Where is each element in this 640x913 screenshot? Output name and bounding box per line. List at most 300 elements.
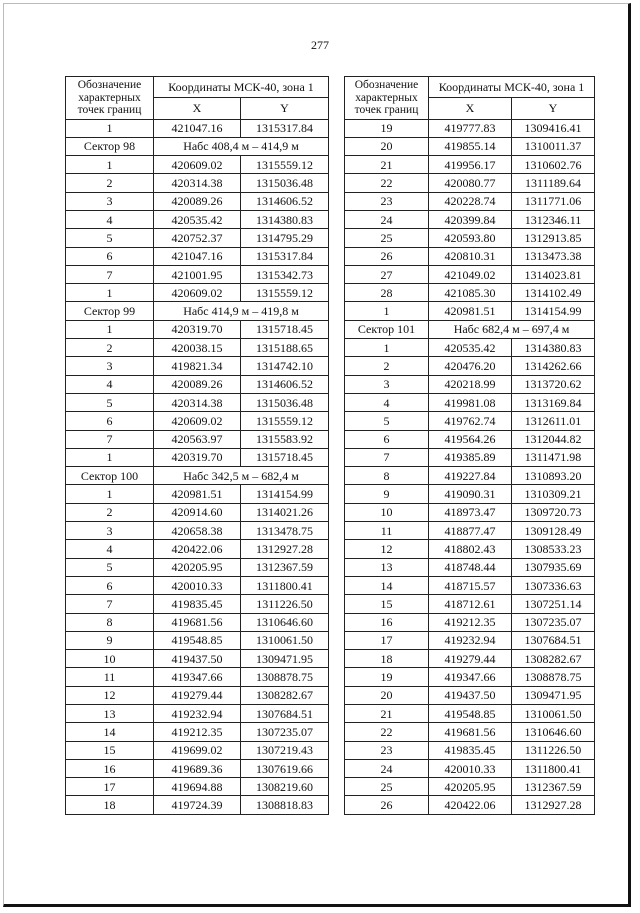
x-coordinate: 420010.33 [154, 576, 241, 594]
table-row [66, 412, 329, 430]
sector-elevation-range: Набс 408,4 м – 414,9 м [154, 137, 329, 155]
x-coordinate: 418877.47 [429, 522, 512, 540]
coordinates-table-right [344, 76, 595, 815]
x-coordinate: 419232.94 [154, 705, 241, 723]
table-row [66, 522, 329, 540]
table-row [345, 265, 595, 283]
x-coordinate: 421085.30 [429, 284, 512, 302]
x-coordinate: 419212.35 [429, 613, 512, 631]
point-number: 2 [345, 357, 429, 375]
point-number: 19 [345, 119, 429, 137]
x-coordinate: 420089.26 [154, 375, 241, 393]
table-row [66, 503, 329, 521]
point-number: 27 [345, 265, 429, 283]
x-coordinate: 419821.34 [154, 357, 241, 375]
point-number: 4 [66, 540, 154, 558]
y-coordinate: 1314023.81 [512, 265, 595, 283]
point-number: 8 [66, 613, 154, 631]
y-coordinate: 1315188.65 [241, 339, 329, 357]
point-number: 16 [345, 613, 429, 631]
point-number: 9 [345, 485, 429, 503]
table-row [66, 668, 329, 686]
y-coordinate: 1309471.95 [512, 686, 595, 704]
sector-elevation-range: Набс 414,9 м – 419,8 м [154, 302, 329, 320]
page-number: 277 [311, 38, 329, 52]
point-number: 13 [345, 558, 429, 576]
point-number: 21 [345, 705, 429, 723]
table-row [345, 705, 595, 723]
y-coordinate: 1307251.14 [512, 595, 595, 613]
table-row [345, 448, 595, 466]
point-number: 25 [345, 229, 429, 247]
y-coordinate: 1315342.73 [241, 265, 329, 283]
y-coordinate: 1309128.49 [512, 522, 595, 540]
x-coordinate: 419724.39 [154, 796, 241, 814]
point-number: 5 [66, 229, 154, 247]
point-number: 24 [345, 210, 429, 228]
header-x-label: X [154, 98, 241, 119]
sector-name: Сектор 98 [66, 137, 154, 155]
table-row [345, 723, 595, 741]
x-coordinate: 419835.45 [429, 741, 512, 759]
y-coordinate: 1309720.73 [512, 503, 595, 521]
table-row [345, 412, 595, 430]
point-number: 12 [345, 540, 429, 558]
y-coordinate: 1310893.20 [512, 467, 595, 485]
y-coordinate: 1310061.50 [512, 705, 595, 723]
header-points-label: Обозначение характерных точек границ [345, 77, 429, 120]
table-row [66, 558, 329, 576]
y-coordinate: 1308878.75 [512, 668, 595, 686]
y-coordinate: 1314606.52 [241, 375, 329, 393]
table-row [345, 284, 595, 302]
x-coordinate: 421001.95 [154, 265, 241, 283]
x-coordinate: 419090.31 [429, 485, 512, 503]
point-number: 3 [66, 192, 154, 210]
x-coordinate: 420981.51 [154, 485, 241, 503]
x-coordinate: 420752.37 [154, 229, 241, 247]
x-coordinate: 420314.38 [154, 393, 241, 411]
y-coordinate: 1312611.01 [512, 412, 595, 430]
header-coordinates-label: Координаты МСК-40, зона 1 [429, 77, 595, 98]
y-coordinate: 1307935.69 [512, 558, 595, 576]
table-row [345, 503, 595, 521]
x-coordinate: 420205.95 [429, 778, 512, 796]
point-number: 2 [66, 174, 154, 192]
x-coordinate: 419681.56 [154, 613, 241, 631]
x-coordinate: 419212.35 [154, 723, 241, 741]
point-number: 23 [345, 192, 429, 210]
x-coordinate: 420422.06 [429, 796, 512, 814]
point-number: 26 [345, 796, 429, 814]
y-coordinate: 1313478.75 [241, 522, 329, 540]
x-coordinate: 420399.84 [429, 210, 512, 228]
point-number: 22 [345, 723, 429, 741]
table-row [66, 759, 329, 777]
table-row [66, 156, 329, 174]
table-row [345, 759, 595, 777]
point-number: 2 [66, 339, 154, 357]
x-coordinate: 420563.97 [154, 430, 241, 448]
point-number: 1 [66, 448, 154, 466]
point-number: 4 [345, 393, 429, 411]
table-row [66, 192, 329, 210]
y-coordinate: 1308219.60 [241, 778, 329, 796]
point-number: 12 [66, 686, 154, 704]
table-row [66, 485, 329, 503]
table-row [345, 741, 595, 759]
header-y-label: Y [512, 98, 595, 119]
y-coordinate: 1315559.12 [241, 284, 329, 302]
x-coordinate: 419762.74 [429, 412, 512, 430]
table-row [345, 339, 595, 357]
point-number: 6 [66, 576, 154, 594]
table-row [66, 339, 329, 357]
x-coordinate: 420609.02 [154, 412, 241, 430]
table-row [66, 613, 329, 631]
point-number: 26 [345, 247, 429, 265]
table-row [345, 119, 595, 137]
point-number: 25 [345, 778, 429, 796]
table-row [66, 247, 329, 265]
y-coordinate: 1314380.83 [512, 339, 595, 357]
y-coordinate: 1312367.59 [241, 558, 329, 576]
y-coordinate: 1314154.99 [512, 302, 595, 320]
table-row [345, 668, 595, 686]
x-coordinate: 419855.14 [429, 137, 512, 155]
x-coordinate: 419232.94 [429, 631, 512, 649]
point-number: 5 [66, 558, 154, 576]
point-number: 4 [66, 210, 154, 228]
y-coordinate: 1312913.85 [512, 229, 595, 247]
point-number: 23 [345, 741, 429, 759]
y-coordinate: 1315559.12 [241, 156, 329, 174]
x-coordinate: 418715.57 [429, 576, 512, 594]
y-coordinate: 1308878.75 [241, 668, 329, 686]
x-coordinate: 419227.84 [429, 467, 512, 485]
point-number: 7 [66, 430, 154, 448]
table-row [66, 705, 329, 723]
x-coordinate: 420658.38 [154, 522, 241, 540]
x-coordinate: 419981.08 [429, 393, 512, 411]
table-row [66, 650, 329, 668]
point-number: 11 [345, 522, 429, 540]
point-number: 1 [66, 119, 154, 137]
y-coordinate: 1311226.50 [241, 595, 329, 613]
y-coordinate: 1313169.84 [512, 393, 595, 411]
x-coordinate: 420476.20 [429, 357, 512, 375]
point-number: 3 [66, 357, 154, 375]
table-row [345, 375, 595, 393]
table-row [345, 467, 595, 485]
y-coordinate: 1310309.21 [512, 485, 595, 503]
y-coordinate: 1312927.28 [241, 540, 329, 558]
coordinates-table-left [65, 76, 329, 815]
y-coordinate: 1314742.10 [241, 357, 329, 375]
table-row [66, 448, 329, 466]
x-coordinate: 419347.66 [154, 668, 241, 686]
y-coordinate: 1314795.29 [241, 229, 329, 247]
table-row [66, 778, 329, 796]
point-number: 14 [66, 723, 154, 741]
point-number: 5 [66, 393, 154, 411]
y-coordinate: 1315559.12 [241, 412, 329, 430]
table-row [345, 229, 595, 247]
y-coordinate: 1315036.48 [241, 174, 329, 192]
y-coordinate: 1311226.50 [512, 741, 595, 759]
x-coordinate: 420319.70 [154, 320, 241, 338]
y-coordinate: 1308533.23 [512, 540, 595, 558]
x-coordinate: 420609.02 [154, 284, 241, 302]
sector-header-row [345, 320, 595, 338]
y-coordinate: 1313720.62 [512, 375, 595, 393]
x-coordinate: 419347.66 [429, 668, 512, 686]
point-number: 14 [345, 576, 429, 594]
y-coordinate: 1307684.51 [241, 705, 329, 723]
x-coordinate: 420593.80 [429, 229, 512, 247]
x-coordinate: 418802.43 [429, 540, 512, 558]
x-coordinate: 419437.50 [429, 686, 512, 704]
x-coordinate: 419835.45 [154, 595, 241, 613]
header-x-label: X [429, 98, 512, 119]
table-row [66, 265, 329, 283]
point-number: 10 [345, 503, 429, 521]
header-coordinates-label: Координаты МСК-40, зона 1 [154, 77, 329, 98]
table-row [345, 302, 595, 320]
point-number: 24 [345, 759, 429, 777]
table-row [345, 357, 595, 375]
x-coordinate: 419681.56 [429, 723, 512, 741]
point-number: 1 [345, 302, 429, 320]
x-coordinate: 419548.85 [154, 631, 241, 649]
point-number: 21 [345, 156, 429, 174]
point-number: 28 [345, 284, 429, 302]
point-number: 20 [345, 137, 429, 155]
x-coordinate: 419699.02 [154, 741, 241, 759]
point-number: 13 [66, 705, 154, 723]
x-coordinate: 420535.42 [429, 339, 512, 357]
y-coordinate: 1312044.82 [512, 430, 595, 448]
x-coordinate: 420038.15 [154, 339, 241, 357]
table-row [345, 631, 595, 649]
sector-name: Сектор 100 [66, 467, 154, 485]
x-coordinate: 419694.88 [154, 778, 241, 796]
x-coordinate: 420080.77 [429, 174, 512, 192]
table-row [345, 247, 595, 265]
x-coordinate: 419437.50 [154, 650, 241, 668]
table-row [345, 613, 595, 631]
x-coordinate: 419564.26 [429, 430, 512, 448]
y-coordinate: 1315036.48 [241, 393, 329, 411]
table-row [66, 229, 329, 247]
point-number: 20 [345, 686, 429, 704]
y-coordinate: 1314262.66 [512, 357, 595, 375]
x-coordinate: 420089.26 [154, 192, 241, 210]
point-number: 15 [66, 741, 154, 759]
point-number: 1 [66, 320, 154, 338]
x-coordinate: 420535.42 [154, 210, 241, 228]
point-number: 19 [345, 668, 429, 686]
x-coordinate: 420810.31 [429, 247, 512, 265]
table-row [345, 192, 595, 210]
y-coordinate: 1308818.83 [241, 796, 329, 814]
table-row [345, 558, 595, 576]
y-coordinate: 1307235.07 [512, 613, 595, 631]
y-coordinate: 1310646.60 [241, 613, 329, 631]
point-number: 15 [345, 595, 429, 613]
x-coordinate: 420422.06 [154, 540, 241, 558]
sector-header-row [66, 137, 329, 155]
y-coordinate: 1309471.95 [241, 650, 329, 668]
y-coordinate: 1307336.63 [512, 576, 595, 594]
table-row [66, 540, 329, 558]
x-coordinate: 421047.16 [154, 247, 241, 265]
table-row [66, 430, 329, 448]
y-coordinate: 1311771.06 [512, 192, 595, 210]
table-row [345, 796, 595, 814]
y-coordinate: 1310061.50 [241, 631, 329, 649]
table-row [66, 174, 329, 192]
table-row [66, 393, 329, 411]
y-coordinate: 1313473.38 [512, 247, 595, 265]
y-coordinate: 1310602.76 [512, 156, 595, 174]
x-coordinate: 418748.44 [429, 558, 512, 576]
coordinates-table-left-body [66, 119, 329, 814]
point-number: 1 [66, 284, 154, 302]
x-coordinate: 420228.74 [429, 192, 512, 210]
point-number: 7 [345, 448, 429, 466]
table-row [345, 576, 595, 594]
table-row [66, 631, 329, 649]
point-number: 2 [66, 503, 154, 521]
point-number: 1 [66, 156, 154, 174]
x-coordinate: 419956.17 [429, 156, 512, 174]
table-row [66, 576, 329, 594]
table-row [345, 393, 595, 411]
x-coordinate: 420218.99 [429, 375, 512, 393]
y-coordinate: 1312927.28 [512, 796, 595, 814]
point-number: 18 [345, 650, 429, 668]
table-row [345, 174, 595, 192]
point-number: 1 [345, 339, 429, 357]
x-coordinate: 419279.44 [429, 650, 512, 668]
x-coordinate: 420981.51 [429, 302, 512, 320]
point-number: 3 [66, 522, 154, 540]
table-row [345, 540, 595, 558]
x-coordinate: 418973.47 [429, 503, 512, 521]
point-number: 9 [66, 631, 154, 649]
y-coordinate: 1311189.64 [512, 174, 595, 192]
x-coordinate: 420314.38 [154, 174, 241, 192]
y-coordinate: 1315317.84 [241, 247, 329, 265]
table-row [345, 522, 595, 540]
sector-elevation-range: Набс 682,4 м – 697,4 м [429, 320, 595, 338]
table-row [345, 650, 595, 668]
x-coordinate: 420010.33 [429, 759, 512, 777]
point-number: 4 [66, 375, 154, 393]
table-row [345, 430, 595, 448]
x-coordinate: 421049.02 [429, 265, 512, 283]
point-number: 6 [66, 247, 154, 265]
x-coordinate: 418712.61 [429, 595, 512, 613]
y-coordinate: 1311471.98 [512, 448, 595, 466]
point-number: 3 [345, 375, 429, 393]
header-points-label: Обозначение характерных точек границ [66, 77, 154, 120]
table-row [66, 357, 329, 375]
x-coordinate: 420319.70 [154, 448, 241, 466]
table-row [345, 595, 595, 613]
sector-elevation-range: Набс 342,5 м – 682,4 м [154, 467, 329, 485]
y-coordinate: 1311800.41 [241, 576, 329, 594]
table-row [66, 119, 329, 137]
y-coordinate: 1314154.99 [241, 485, 329, 503]
coordinates-table-right-body [345, 119, 595, 814]
point-number: 5 [345, 412, 429, 430]
header-y-label: Y [241, 98, 329, 119]
y-coordinate: 1312346.11 [512, 210, 595, 228]
y-coordinate: 1311800.41 [512, 759, 595, 777]
x-coordinate: 420914.60 [154, 503, 241, 521]
y-coordinate: 1307219.43 [241, 741, 329, 759]
sector-header-row [66, 302, 329, 320]
table-row [66, 723, 329, 741]
point-number: 7 [66, 595, 154, 613]
x-coordinate: 421047.16 [154, 119, 241, 137]
point-number: 8 [345, 467, 429, 485]
x-coordinate: 419548.85 [429, 705, 512, 723]
y-coordinate: 1314021.26 [241, 503, 329, 521]
y-coordinate: 1315718.45 [241, 448, 329, 466]
y-coordinate: 1312367.59 [512, 778, 595, 796]
table-row [345, 137, 595, 155]
y-coordinate: 1308282.67 [241, 686, 329, 704]
table-row [66, 796, 329, 814]
y-coordinate: 1310011.37 [512, 137, 595, 155]
table-row [345, 156, 595, 174]
point-number: 18 [66, 796, 154, 814]
x-coordinate: 419689.36 [154, 759, 241, 777]
y-coordinate: 1314380.83 [241, 210, 329, 228]
table-row [66, 320, 329, 338]
point-number: 17 [345, 631, 429, 649]
table-row [345, 686, 595, 704]
y-coordinate: 1307619.66 [241, 759, 329, 777]
y-coordinate: 1307235.07 [241, 723, 329, 741]
table-row [345, 485, 595, 503]
y-coordinate: 1314102.49 [512, 284, 595, 302]
x-coordinate: 420205.95 [154, 558, 241, 576]
y-coordinate: 1314606.52 [241, 192, 329, 210]
table-row [66, 741, 329, 759]
y-coordinate: 1307684.51 [512, 631, 595, 649]
point-number: 6 [66, 412, 154, 430]
y-coordinate: 1315317.84 [241, 119, 329, 137]
point-number: 22 [345, 174, 429, 192]
point-number: 11 [66, 668, 154, 686]
table-row [66, 686, 329, 704]
table-row [66, 210, 329, 228]
point-number: 1 [66, 485, 154, 503]
point-number: 7 [66, 265, 154, 283]
y-coordinate: 1315583.92 [241, 430, 329, 448]
table-row [345, 210, 595, 228]
sector-header-row [66, 467, 329, 485]
sector-name: Сектор 101 [345, 320, 429, 338]
table-row [66, 375, 329, 393]
point-number: 16 [66, 759, 154, 777]
y-coordinate: 1309416.41 [512, 119, 595, 137]
x-coordinate: 419279.44 [154, 686, 241, 704]
